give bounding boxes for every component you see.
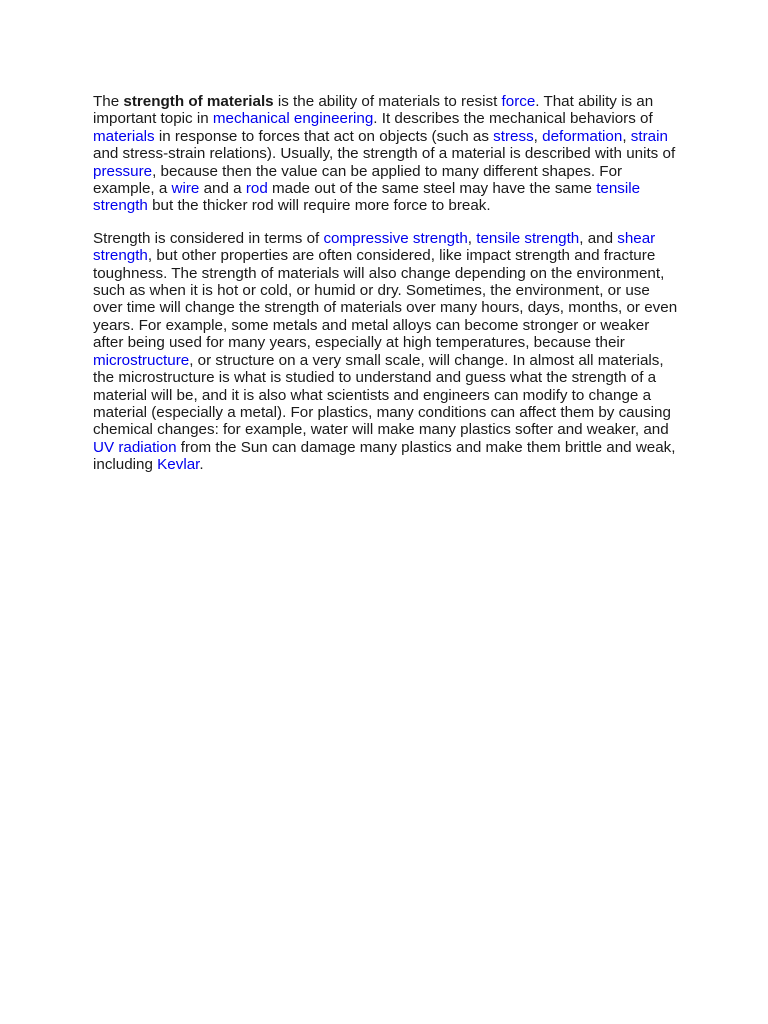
document-page: [93, 93, 681, 489]
link-wire[interactable]: wire: [171, 180, 200, 198]
text-run: ,: [622, 127, 631, 145]
text-run: but the thicker rod will require more force to break.: [147, 197, 491, 215]
text-run: from the Sun can damage many plastics and make them brittle and weak, including: [93, 438, 676, 474]
text-run: in response to forces that act on objects (such as: [154, 127, 494, 145]
text-run: , and: [579, 229, 618, 247]
paragraph-2: [93, 230, 681, 474]
text-run: Strength is considered in terms of: [93, 229, 324, 247]
link-shear-strength[interactable]: shear strength: [93, 229, 656, 265]
link-tensile-strength[interactable]: tensile strength: [476, 229, 580, 247]
text-run: and stress-strain relations). Usually, the strength of a material is described with units of: [93, 145, 676, 163]
link-strain[interactable]: strain: [630, 127, 668, 145]
link-deformation[interactable]: deformation: [542, 127, 623, 145]
link-stress[interactable]: stress: [493, 127, 534, 145]
link-mechanical-engineering[interactable]: mechanical engineering: [212, 110, 374, 128]
text-run: made out of the same steel may have the same: [267, 180, 597, 198]
text-run: ,: [467, 229, 477, 247]
link-rod[interactable]: rod: [245, 180, 268, 198]
text-run: .: [199, 456, 204, 474]
text-run: , or structure on a very small scale, will change. In almost all materials, the microstructure is what is studied to understand and guess what the strength of a material will be, and it is also what scientists and engineers can modify to change a material (especially a metal). For plastics, many conditions can affect them by causing chemical changes: for example, water will make many plastics softer and weaker, and: [93, 351, 671, 439]
link-force[interactable]: force: [501, 93, 536, 110]
link-pressure[interactable]: pressure: [93, 162, 153, 180]
link-materials[interactable]: materials: [93, 127, 155, 145]
text-run: The: [93, 93, 124, 110]
link-compressive-strength[interactable]: compressive strength: [323, 229, 468, 247]
link-tensile-strength[interactable]: tensile strength: [93, 180, 641, 215]
text-run: , because then the value can be applied to many different shapes. For example, a: [93, 162, 623, 198]
text-run: . That ability is an important topic in: [93, 93, 654, 128]
text-run: is the ability of materials to resist: [273, 93, 502, 110]
link-uv-radiation[interactable]: UV radiation: [93, 438, 177, 456]
text-run: . It describes the mechanical behaviors of: [373, 110, 653, 128]
paragraph-1: [93, 93, 681, 215]
link-kevlar[interactable]: Kevlar: [157, 456, 200, 474]
link-microstructure[interactable]: microstructure: [93, 351, 190, 369]
bold-term: strength of materials: [123, 93, 274, 110]
text-run: ,: [533, 127, 543, 145]
text-run: and a: [199, 180, 246, 198]
text-run: , but other properties are often considered, like impact strength and fracture toughness. The strength of materials will also change depending on the environment, such as when it is hot or cold, or humid or dry. Sometimes, the environment, or use over time will change the strength of materials over many hours, days, months, or even years. For example, some metals and metal alloys can become stronger or weaker after being used for many years, especially at high temperatures, because their: [93, 247, 678, 352]
